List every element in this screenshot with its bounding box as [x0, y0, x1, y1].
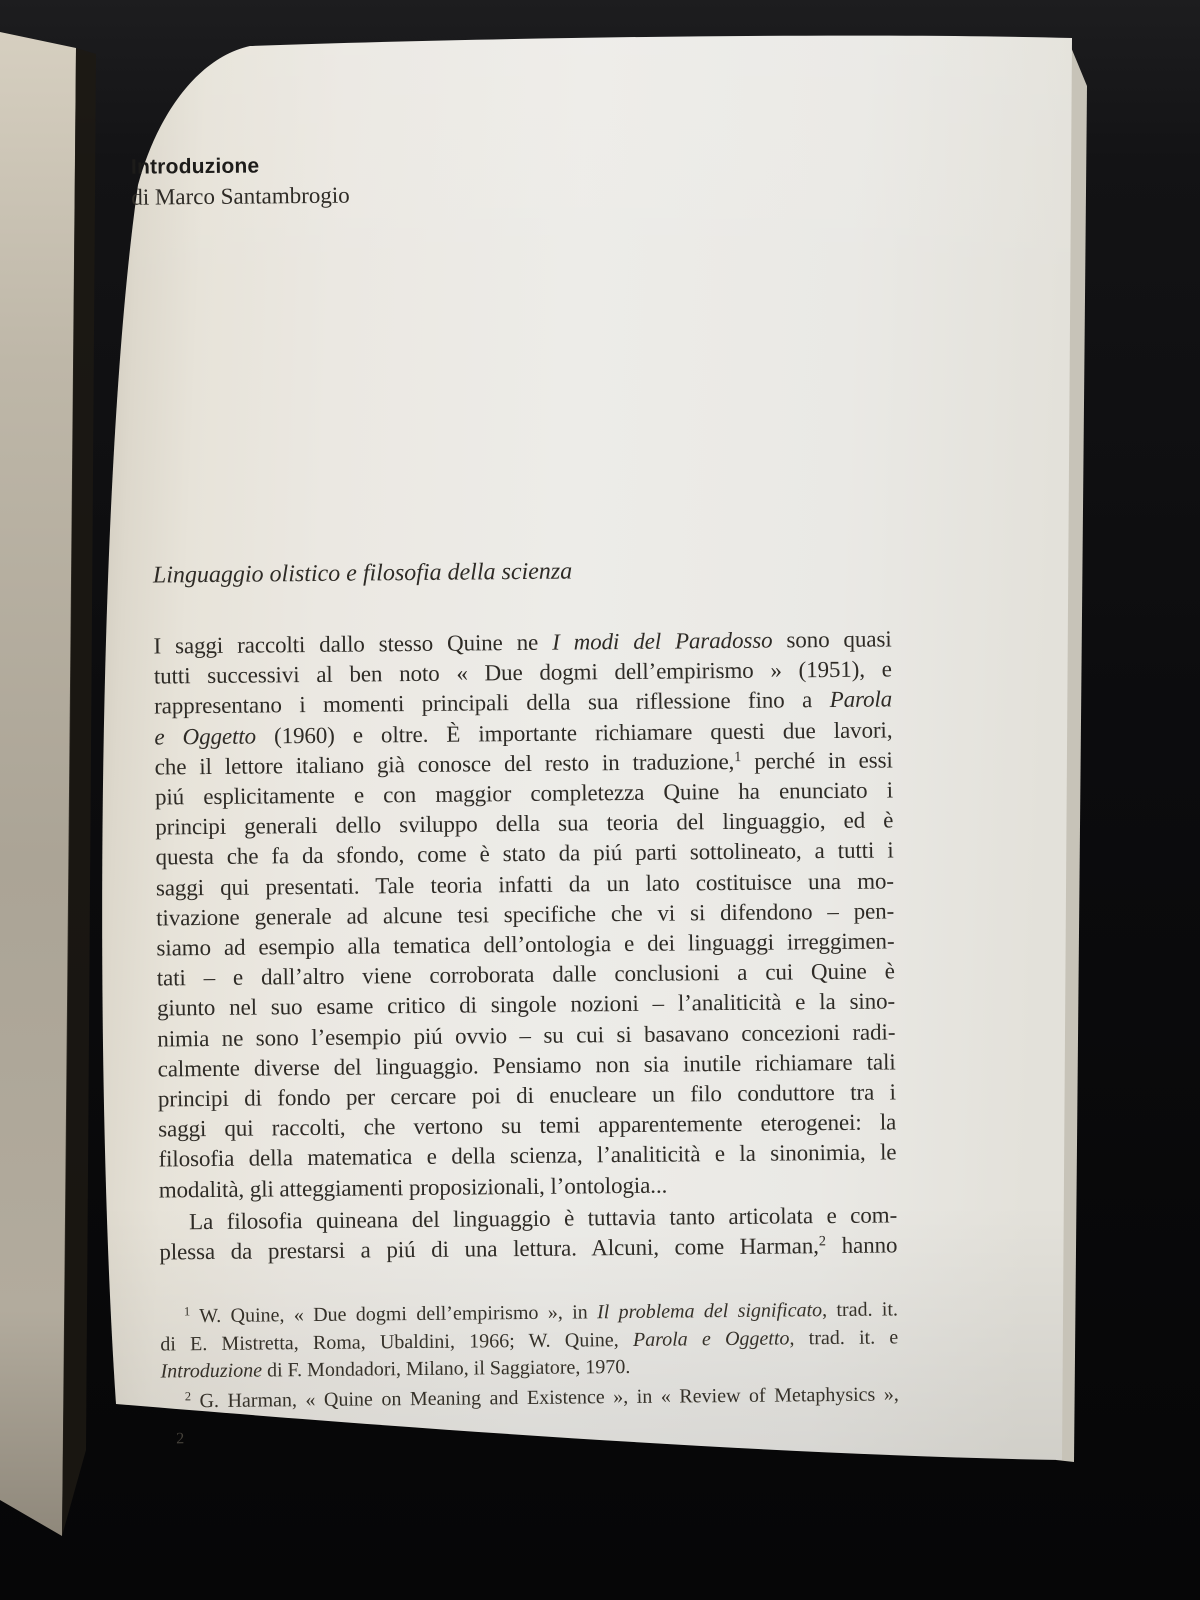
footnote-marker: 1: [183, 1304, 191, 1319]
footnote-marker: 2: [818, 1233, 826, 1250]
text-segment: saggi qui raccolti, che vertono su temi apparentemente eterogenei: la: [158, 1109, 897, 1142]
text-segment: siamo ad esempio alla tematica dell’ontologia e dei linguaggi irreggimen-: [156, 928, 895, 961]
text-segment: Parola e Oggetto: [632, 1327, 790, 1351]
text-segment: saggi qui presentati. Tale teoria infatti da un lato costituisce una mo-: [155, 868, 894, 901]
text-line: [160, 1352, 898, 1387]
text-segment: I modi del Paradosso: [552, 627, 773, 655]
text-segment: tutti successivi al ben noto « Due dogmi dell’empirismo » (1951), e: [153, 656, 892, 689]
text-segment: giunto nel suo esame critico di singole nozioni – l’analiticità e la sino-: [156, 988, 896, 1021]
text-segment: G. Harman, « Quine on Meaning and Existence », in « Review of Metaphysics »,: [190, 1383, 899, 1413]
text-segment: , trad. it. e: [789, 1326, 899, 1350]
text-segment: (1960) e oltre. È importante richiamare questi due lavori,: [255, 717, 893, 749]
text-segment: filosofia della matematica e della scienza, l’analiticità e la sinonimia, le: [158, 1139, 897, 1172]
paragraph: [161, 1381, 899, 1416]
body-text: [153, 624, 897, 1267]
paragraph: [159, 1200, 898, 1267]
text-line: [159, 1168, 897, 1205]
page-content: [131, 136, 909, 1448]
text-segment: tivazione generale ad alcune tesi specifiche che vi si difendono – pen-: [156, 898, 895, 931]
text-segment: che il lettore italiano già conosce del resto in traduzione,: [154, 748, 735, 780]
page-author: di Marco Santambrogio: [131, 182, 350, 210]
text-segment: perché in essi: [741, 747, 893, 774]
section-heading: Linguaggio olistico e filosofia della scienza: [152, 558, 573, 589]
text-segment: plessa da prestarsi a piú di una lettura. Alcuni, come Harman,: [159, 1233, 819, 1265]
text-segment: W. Quine, « Due dogmi dell’empirismo », in: [190, 1301, 598, 1328]
text-segment: , trad. it.: [821, 1298, 899, 1322]
paragraph: [160, 1297, 899, 1387]
text-segment: Parola: [829, 686, 893, 713]
text-segment: tati – e dall’altro viene corroborata dalle conclusioni a cui Quine è: [156, 958, 895, 991]
paragraph: [153, 624, 896, 1205]
text-segment: nimia ne sono l’esempio piú ovvio – su cui si basavano concezioni radi-: [157, 1019, 896, 1052]
text-segment: principi generali dello sviluppo della sua teoria del linguaggio, ed è: [155, 807, 894, 840]
text-segment: piú esplicitamente e con maggior completezza Quine ha enunciato i: [154, 777, 894, 810]
text-segment: questa che fa da sfondo, come è stato da piú parti sottolineato, a tutti i: [155, 837, 894, 870]
text-segment: modalità, gli atteggiamenti proposizionali, l’ontologia...: [158, 1172, 668, 1203]
footnote-marker: 2: [184, 1389, 192, 1404]
text-segment: rappresentano i momenti principali della sua riflessione fino a: [154, 687, 830, 719]
text-segment: sono quasi: [772, 626, 892, 653]
page-title: Introduzione: [130, 154, 260, 179]
text-segment: Introduzione: [160, 1359, 263, 1383]
page-number: 2: [176, 1429, 185, 1447]
footnote-marker: 1: [734, 748, 742, 765]
text-segment: principi di fondo per cercare poi di enucleare un filo conduttore tra i: [157, 1079, 897, 1112]
text-segment: La filosofia quineana del linguaggio è tuttavia tanto articolata e com-: [188, 1202, 898, 1235]
text-line: [159, 1230, 897, 1267]
text-segment: di F. Mondadori, Milano, il Saggiatore, 1970.: [261, 1356, 631, 1382]
text-segment: di E. Mistretta, Roma, Ubaldini, 1966; W. Quine,: [160, 1328, 634, 1356]
text-segment: hanno: [825, 1232, 898, 1259]
text-segment: I saggi raccolti dallo stesso Quine ne: [153, 629, 553, 659]
text-segment: calmente diverse del linguaggio. Pensiamo non sia inutile richiamare tali: [157, 1049, 896, 1082]
text-line: [161, 1381, 899, 1416]
text-segment: Il problema del significato: [596, 1299, 823, 1324]
footnotes: [160, 1297, 899, 1416]
text-segment: e Oggetto: [154, 723, 257, 750]
